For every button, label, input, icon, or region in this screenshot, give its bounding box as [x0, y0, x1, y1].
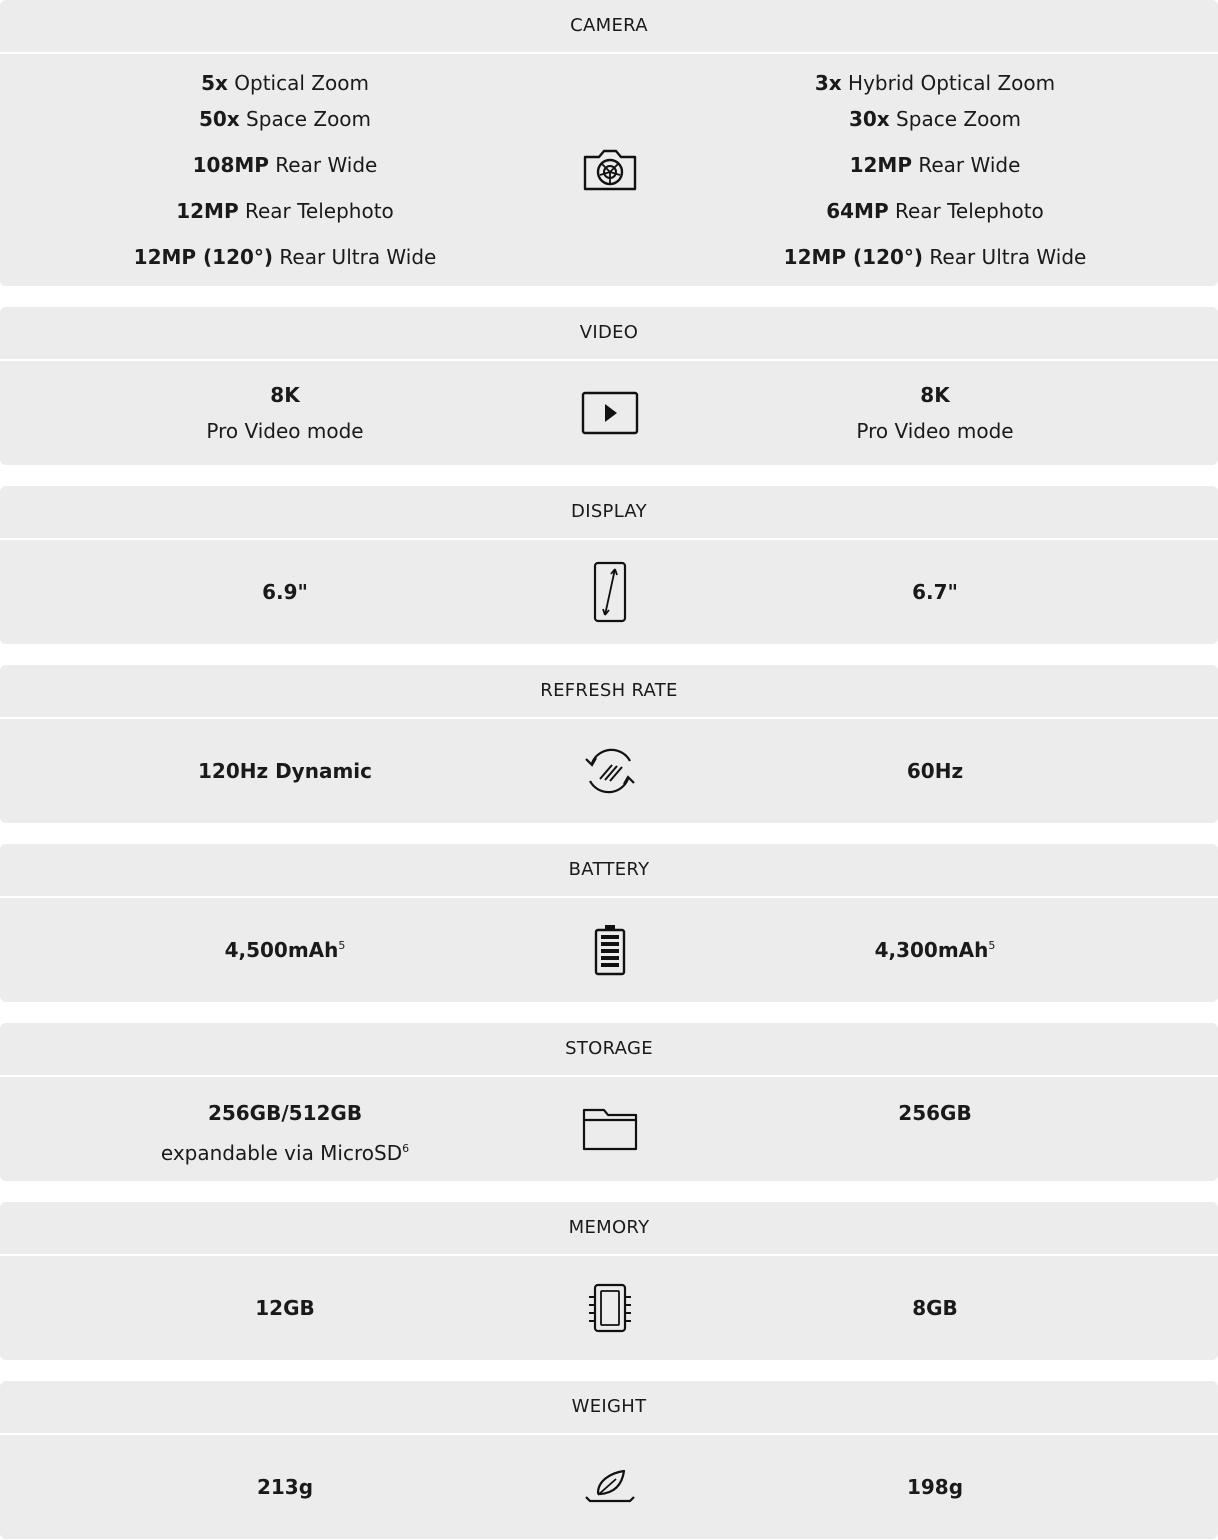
spec-line: 108MP Rear Wide	[192, 153, 378, 177]
spec-right	[650, 361, 1218, 465]
section-title: VIDEO	[0, 307, 1218, 361]
spec-line: 12MP (120°) Rear Ultra Wide	[783, 245, 1087, 269]
section-video	[0, 307, 1218, 465]
section-title: BATTERY	[0, 844, 1218, 898]
spec-left	[0, 361, 570, 465]
spec-line: 12MP Rear Wide	[849, 153, 1021, 177]
spec-sub: Pro Video mode	[206, 419, 364, 443]
spec-line: 12MP Rear Telephoto	[176, 199, 394, 223]
spec-value: 4,300mAh$^5$	[874, 938, 996, 962]
spec-line: 64MP Rear Telephoto	[826, 199, 1044, 223]
spec-main: 256GB/512GB	[207, 1101, 363, 1125]
footnote-marker: 5	[338, 939, 346, 952]
spec-right	[650, 54, 1218, 286]
spec-value: 120Hz Dynamic	[197, 759, 372, 783]
spec-line: 50x Space Zoom	[198, 107, 372, 131]
spec-sub: expandable via MicroSD$^6$	[160, 1141, 410, 1165]
play-icon	[570, 361, 650, 465]
camera-icon	[570, 54, 650, 286]
spec-value: 256GB	[898, 1101, 972, 1125]
spec-left	[0, 1435, 570, 1539]
spec-sub: Pro Video mode	[856, 419, 1014, 443]
spec-value: 213g	[256, 1475, 314, 1499]
spec-line: 3x Hybrid Optical Zoom	[814, 71, 1056, 95]
spec-value: 4,500mAh$^5$	[224, 938, 346, 962]
section-title: CAMERA	[0, 0, 1218, 54]
section-display	[0, 486, 1218, 644]
spec-right	[650, 1256, 1218, 1360]
section-title: WEIGHT	[0, 1381, 1218, 1435]
phone-diagonal-icon	[570, 540, 650, 644]
spec-value: 6.7"	[912, 580, 958, 604]
spec-left	[0, 1256, 570, 1360]
spec-left	[0, 540, 570, 644]
section-refresh-rate	[0, 665, 1218, 823]
spec-line: 30x Space Zoom	[848, 107, 1022, 131]
footnote-marker: 6	[402, 1142, 410, 1155]
spec-right	[650, 1077, 1218, 1181]
spec-line: 5x Optical Zoom	[201, 71, 369, 95]
footnote-marker: 5	[988, 939, 996, 952]
spec-value: 60Hz	[906, 759, 964, 783]
spec-left	[0, 898, 570, 1002]
section-title: MEMORY	[0, 1202, 1218, 1256]
spec-value: 8GB	[912, 1296, 958, 1320]
section-title: REFRESH RATE	[0, 665, 1218, 719]
spec-right	[650, 540, 1218, 644]
spec-left	[0, 1077, 570, 1181]
section-battery	[0, 844, 1218, 1002]
feather-scale-icon	[570, 1435, 650, 1539]
spec-right	[650, 1435, 1218, 1539]
spec-main: 8K	[270, 383, 300, 407]
section-weight	[0, 1381, 1218, 1539]
battery-icon	[570, 898, 650, 1002]
spec-main: 8K	[920, 383, 950, 407]
spec-right	[650, 719, 1218, 823]
memory-chip-icon	[570, 1256, 650, 1360]
spec-left	[0, 719, 570, 823]
section-storage	[0, 1023, 1218, 1181]
section-camera	[0, 0, 1218, 286]
spec-value: 6.9"	[262, 580, 308, 604]
spec-line: 12MP (120°) Rear Ultra Wide	[133, 245, 437, 269]
spec-right	[650, 898, 1218, 1002]
folder-icon	[570, 1077, 650, 1181]
refresh-rate-icon	[570, 719, 650, 823]
section-title: STORAGE	[0, 1023, 1218, 1077]
section-title: DISPLAY	[0, 486, 1218, 540]
spec-value: 198g	[906, 1475, 964, 1499]
spec-value: 12GB	[255, 1296, 315, 1320]
section-memory	[0, 1202, 1218, 1360]
spec-left	[0, 54, 570, 286]
